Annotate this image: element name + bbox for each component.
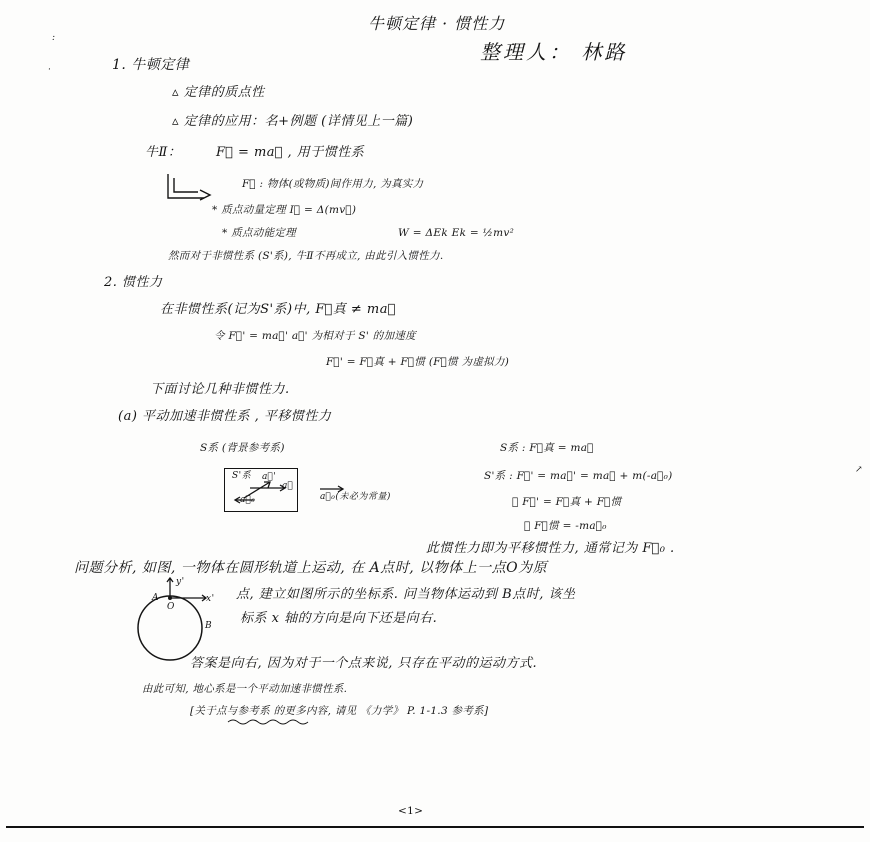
inner-frame-label: S'系 <box>232 471 252 481</box>
origin-label: O <box>167 602 175 612</box>
problem-line: 点, 建立如图所示的坐标系. 问当物体运动到 B点时, 该坐 <box>236 587 576 602</box>
answer-line: 由此可知, 地心系是一个平动加速非惯性系. <box>142 683 348 695</box>
a0-note: a⃗₀(未必为常量) <box>320 492 391 502</box>
answer-line: 答案是向右, 因为对于一个点来说, 只存在平动的运动方式. <box>190 656 538 671</box>
energy-theorem-label: * 质点动能定理 <box>222 227 296 239</box>
author-line: 整理人： 林路 <box>480 40 628 64</box>
energy-theorem-formula: W = ΔEk Ek = ½mv² <box>398 227 515 239</box>
subsection-heading: (a) 平动加速非惯性系 , 平移惯性力 <box>118 409 332 424</box>
s-frame-equation: S系 : F⃗真 = ma⃗ <box>500 442 594 454</box>
s-prime-frame-equation: S'系 : F⃗' = ma⃗' = ma⃗ + m(-a⃗₀) <box>484 470 673 482</box>
s-frame-label: S系 (背景参考系) <box>200 442 285 454</box>
law2-formula: F⃗ = ma⃗ , 用于惯性系 <box>216 145 365 160</box>
conclusion-line: 然而对于非惯性系 (S'系), 牛Ⅱ不再成立, 由此引入惯性力. <box>168 250 444 262</box>
inner-a: a⃗ <box>282 481 294 491</box>
force-note: F⃗ : 物体(或物质)间作用力, 为真实力 <box>242 178 424 190</box>
momentum-theorem: * 质点动量定理 I⃗ = Δ(mv⃗) <box>212 204 357 216</box>
definition-line: 令 F⃗' = ma⃗' a⃗' 为相对于 S' 的加速度 <box>214 330 416 342</box>
translation-force-note: 此惯性力即为平移惯性力, 通常记为 F⃗₀ . <box>426 541 675 556</box>
law2-label: 牛Ⅱ： <box>145 145 182 160</box>
page-bottom-border <box>6 826 864 828</box>
reference-line: [关于点与参考系 的更多内容, 请见 《力学》 P. 1-1.3 参考系] <box>190 705 489 717</box>
since-equation: ∵ F⃗' = F⃗真 + F⃗惯 <box>512 496 622 508</box>
point-b-label: B <box>205 621 213 631</box>
noninertial-line: 在非惯性系(记为S'系)中, F⃗真 ≠ ma⃗ <box>160 302 396 317</box>
circular-track-diagram <box>130 578 240 662</box>
frame-vectors-icon <box>230 471 296 508</box>
section2-heading: 2. 惯性力 <box>104 275 163 290</box>
x-axis-label: x' <box>206 594 215 604</box>
section1-heading: 1. 牛顿定律 <box>112 57 190 73</box>
problem-line: 标系 x 轴的方向是向下还是向右. <box>240 611 438 626</box>
margin-mark: · <box>48 65 52 75</box>
margin-mark: : <box>52 33 56 43</box>
underline-squiggle <box>228 718 308 726</box>
bullet-point: ▵ 定律的应用：名+例题 (详情见上一篇) <box>172 114 414 129</box>
margin-mark: ↗ <box>855 465 864 475</box>
page-number: <1> <box>398 805 424 817</box>
therefore-equation: ∴ F⃗惯 = -ma⃗₀ <box>524 520 607 532</box>
bullet-point: ▵ 定律的质点性 <box>172 85 265 100</box>
y-axis-label: y' <box>176 577 185 587</box>
inner-a-prime: a⃗' <box>262 472 277 482</box>
page-title: 牛顿定律 · 惯性力 <box>368 14 506 33</box>
point-a-label: A <box>152 593 159 603</box>
inner-a0: a⃗₀ <box>240 495 256 505</box>
problem-line: 问题分析, 如图, 一物体在圆形轨道上运动, 在 A点时, 以物体上一点O为原 <box>74 560 548 576</box>
intro-line: 下面讨论几种非惯性力. <box>150 382 290 397</box>
decomposition-line: F⃗' = F⃗真 + F⃗惯 (F⃗惯 为虚拟力) <box>326 356 510 368</box>
bracket-arrow-icon <box>164 172 224 208</box>
